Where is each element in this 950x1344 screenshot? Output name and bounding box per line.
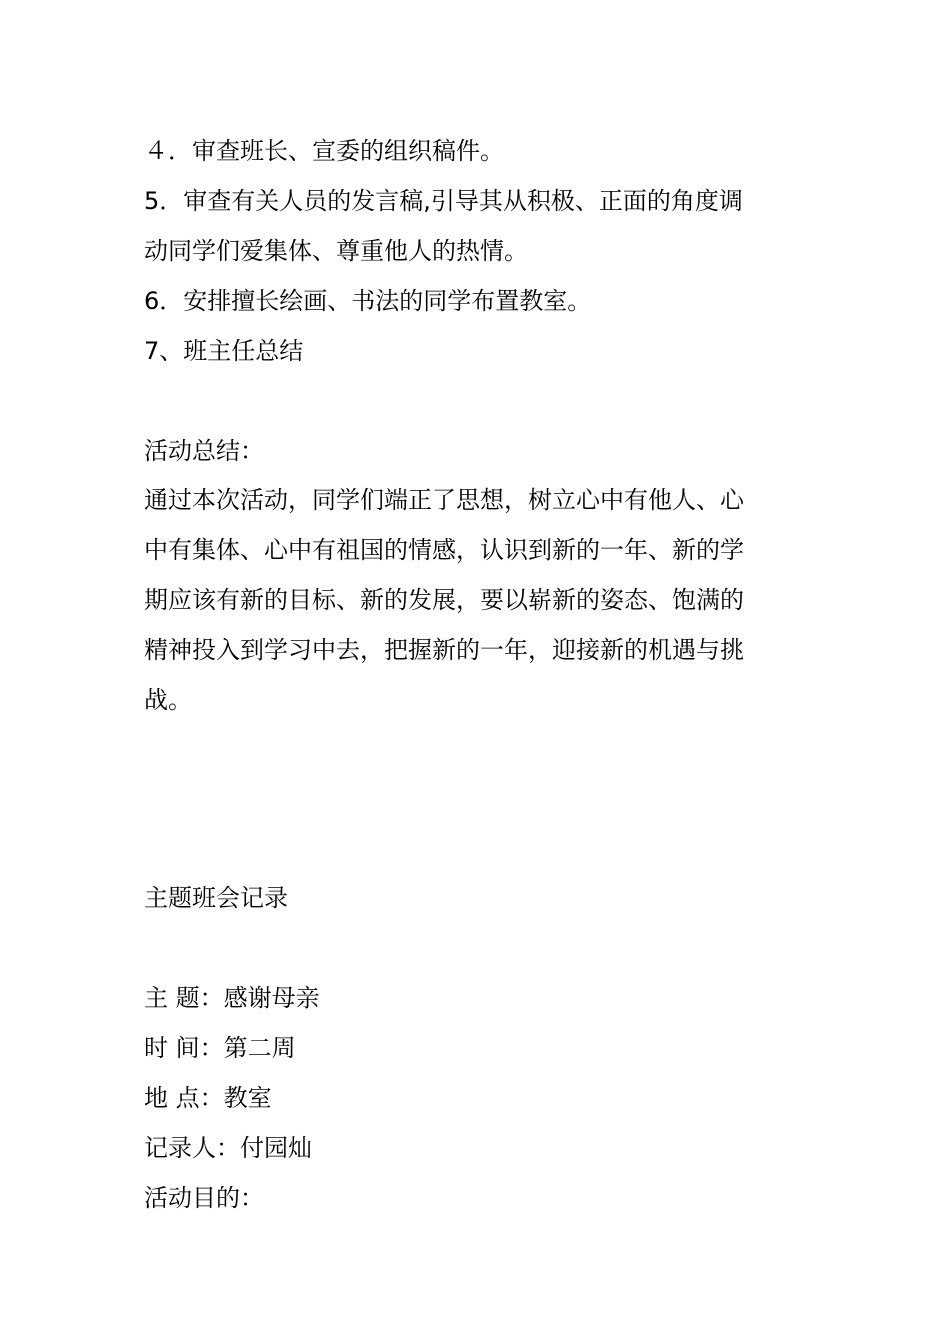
record-recorder: 记录人：付园灿 — [144, 1134, 312, 1162]
summary-line-1: 通过本次活动，同学们端正了思想，树立心中有他人、心 — [144, 486, 744, 514]
list-item-5: 5．审查有关人员的发言稿,引导其从积极、正面的角度调 — [144, 187, 743, 215]
list-item-7: 7、班主任总结 — [144, 337, 304, 365]
summary-line-4: 精神投入到学习中去，把握新的一年，迎接新的机遇与挑 — [144, 636, 744, 664]
record-time: 时 间：第二周 — [144, 1034, 296, 1062]
list-item-5-continued: 动同学们爱集体、尊重他人的热情。 — [144, 237, 528, 265]
summary-heading: 活动总结： — [144, 437, 264, 465]
record-purpose-heading: 活动目的： — [144, 1184, 264, 1212]
summary-line-5: 战。 — [144, 686, 192, 714]
record-title: 主题班会记录 — [144, 884, 288, 912]
list-item-4: ４．审查班长、宣委的组织稿件。 — [144, 137, 504, 165]
record-place: 地 点：教室 — [144, 1084, 272, 1112]
summary-line-3: 期应该有新的目标、新的发展，要以崭新的姿态、饱满的 — [144, 586, 744, 614]
record-theme: 主 题：感谢母亲 — [144, 984, 320, 1012]
summary-line-2: 中有集体、心中有祖国的情感，认识到新的一年、新的学 — [144, 536, 744, 564]
list-item-6: 6．安排擅长绘画、书法的同学布置教室。 — [144, 287, 592, 315]
